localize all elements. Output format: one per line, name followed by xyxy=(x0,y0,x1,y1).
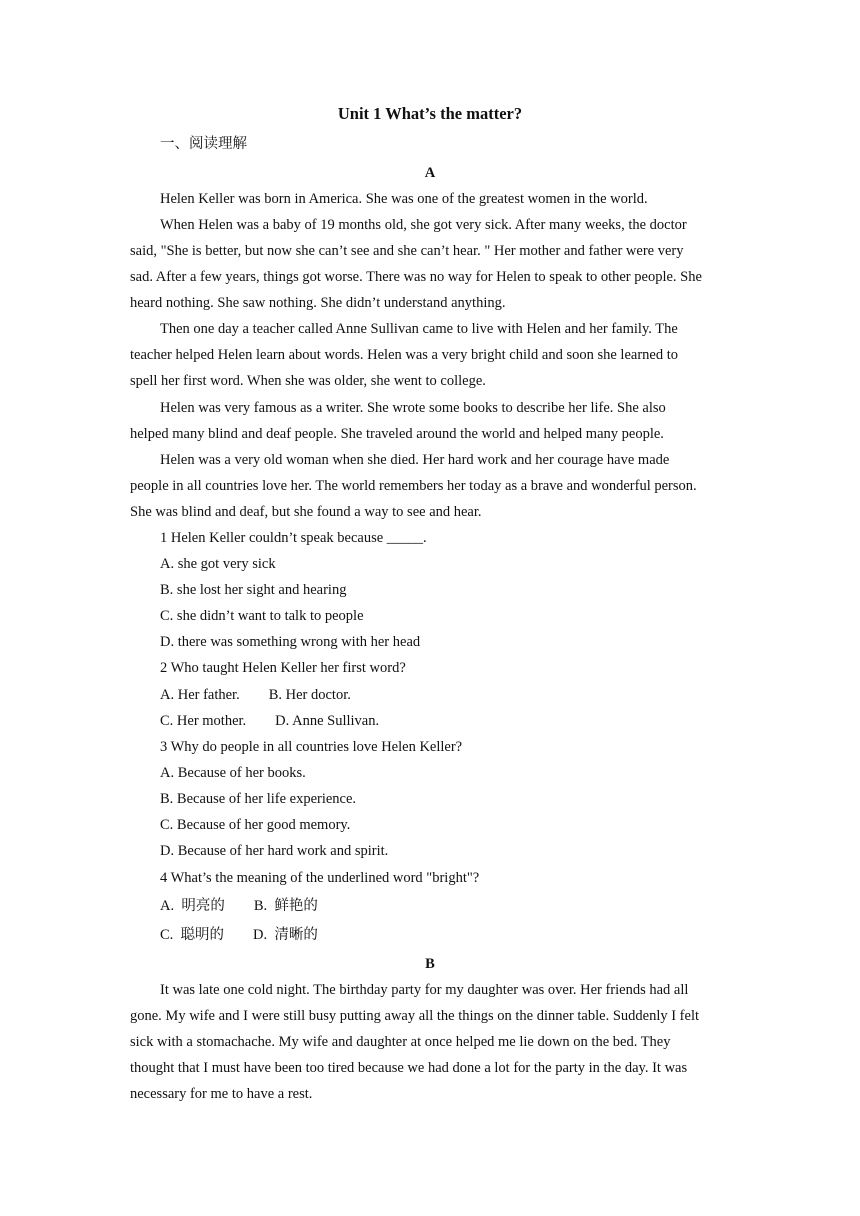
answer-option: A. she got very sick xyxy=(160,556,276,572)
passage-a-line: heard nothing. She saw nothing. She didn’t understand anything. xyxy=(130,295,506,311)
answer-option: D. Because of her hard work and spirit. xyxy=(160,843,389,859)
answer-option: C. she didn’t want to talk to people xyxy=(160,608,364,624)
passage-a-line: Helen Keller was born in America. She was one of the greatest women in the world. xyxy=(160,191,648,207)
passage-b-line: It was late one cold night. The birthday party for my daughter was over. Her friends had all xyxy=(160,982,689,998)
passage-a-line: spell her first word. When she was older, she went to college. xyxy=(130,373,486,389)
passage-a-line: Helen was very famous as a writer. She wrote some books to describe her life. She also xyxy=(160,400,666,416)
answer-option: D. there was something wrong with her head xyxy=(160,634,421,650)
answer-option: C. Because of her good memory. xyxy=(160,817,351,833)
passage-a-line: When Helen was a baby of 19 months old, she got very sick. After many weeks, the doctor xyxy=(160,217,687,233)
passage-a-line: Then one day a teacher called Anne Sullivan came to live with Helen and her family. The xyxy=(160,321,678,337)
question-stem: 4 What’s the meaning of the underlined word "bright"? xyxy=(160,870,480,886)
answer-option: A. Her father. B. Her doctor. xyxy=(160,687,351,703)
passage-a-line: sad. After a few years, things got worse. There was no way for Helen to speak to other people. She xyxy=(130,269,702,285)
passage-a-line: said, "She is better, but now she can’t see and she can’t hear. " Her mother and father were very xyxy=(130,243,684,259)
question-stem: 3 Why do people in all countries love Helen Keller? xyxy=(160,739,463,755)
passage-b-line: thought that I must have been too tired because we had done a lot for the party in the day. It was xyxy=(130,1060,688,1076)
document-title: Unit 1 What’s the matter? xyxy=(337,104,523,123)
question-stem: 1 Helen Keller couldn’t speak because _____. xyxy=(160,530,427,546)
passage-b-line: gone. My wife and I were still busy putting away all the things on the dinner table. Suddenly I felt xyxy=(130,1008,700,1024)
answer-option: B. Because of her life experience. xyxy=(160,791,357,807)
question-stem: 2 Who taught Helen Keller her first word? xyxy=(160,660,406,676)
passage-b-label: B xyxy=(425,956,435,972)
passage-b-line: necessary for me to have a rest. xyxy=(130,1086,313,1102)
answer-option: A. 明亮的 B. 鲜艳的 xyxy=(160,898,318,914)
passage-b-line: sick with a stomachache. My wife and daughter at once helped me lie down on the bed. They xyxy=(130,1034,671,1050)
passage-a-line: helped many blind and deaf people. She traveled around the world and helped many people. xyxy=(130,426,664,442)
passage-a-line: She was blind and deaf, but she found a way to see and hear. xyxy=(130,504,482,520)
answer-option: A. Because of her books. xyxy=(160,765,306,781)
passage-a-line: Helen was a very old woman when she died. Her hard work and her courage have made xyxy=(160,452,670,468)
answer-option: B. she lost her sight and hearing xyxy=(160,582,347,598)
passage-a-line: people in all countries love her. The world remembers her today as a brave and wonderful person. xyxy=(130,478,697,494)
section-heading: 一、阅读理解 xyxy=(160,136,247,152)
answer-option: C. 聪明的 D. 清晰的 xyxy=(160,927,318,943)
passage-a-label: A xyxy=(424,165,436,181)
answer-option: C. Her mother. D. Anne Sullivan. xyxy=(160,713,380,729)
passage-a-line: teacher helped Helen learn about words. Helen was a very bright child and soon she learned to xyxy=(130,347,678,363)
